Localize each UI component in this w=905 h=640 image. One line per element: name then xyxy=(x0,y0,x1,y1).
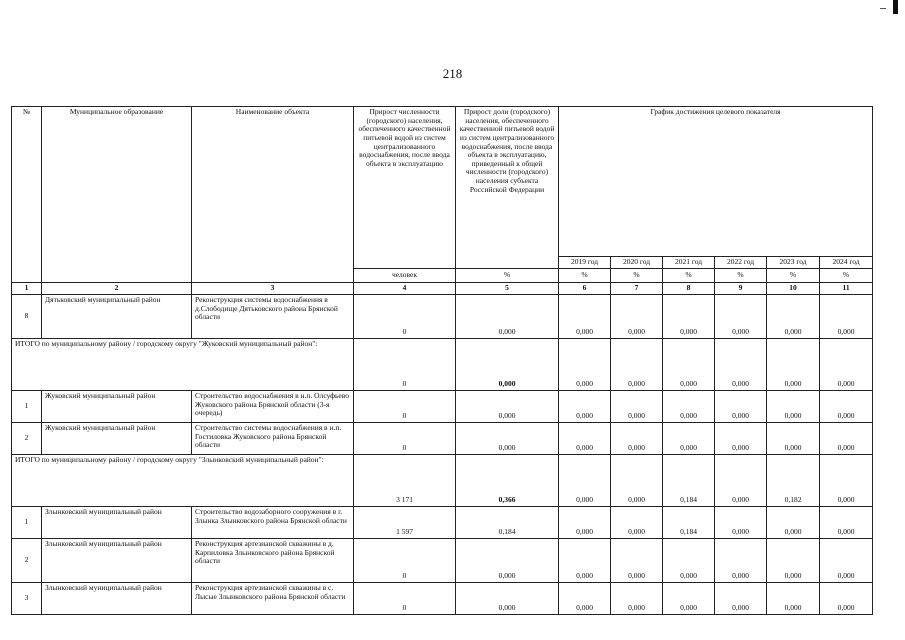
year-value-cell: 0,000 xyxy=(559,507,611,539)
scan-dot xyxy=(880,8,886,9)
object-name-cell: Реконструкция системы водоснабжения в д.Слободище Дятьковского района Брянской области xyxy=(192,295,354,339)
unit-people: человек xyxy=(354,269,456,283)
year-value-cell: 0,000 xyxy=(559,539,611,583)
share-cell: 0,000 xyxy=(456,423,559,455)
page-number: 218 xyxy=(442,66,463,81)
year-value-cell: 0,000 xyxy=(559,423,611,455)
column-number: 10 xyxy=(767,283,820,295)
people-count-cell: 0 xyxy=(354,391,456,423)
year-value-cell: 0,000 xyxy=(767,423,820,455)
share-cell: 0,000 xyxy=(456,295,559,339)
header-year: 2022 год xyxy=(715,257,767,269)
year-value-cell: 0,000 xyxy=(559,339,611,391)
year-value-cell: 0,000 xyxy=(767,539,820,583)
year-value-cell: 0,000 xyxy=(559,583,611,615)
column-number: 11 xyxy=(820,283,873,295)
year-value-cell: 0,000 xyxy=(767,583,820,615)
column-number: 2 xyxy=(42,283,192,295)
year-value-cell: 0,000 xyxy=(715,423,767,455)
municipality-cell: Злынковский муниципальный район xyxy=(42,583,192,615)
people-count-cell: 3 171 xyxy=(354,455,456,507)
people-count-cell: 0 xyxy=(354,423,456,455)
share-cell: 0,000 xyxy=(456,583,559,615)
object-name-cell: Строительство водозаборного сооружения в г. Злынка Злынковского района Брянской области xyxy=(192,507,354,539)
year-value-cell: 0,182 xyxy=(767,455,820,507)
municipality-cell: Жуковский муниципальный район xyxy=(42,391,192,423)
year-value-cell: 0,184 xyxy=(663,455,715,507)
header-schedule: График достижения целевого показателя xyxy=(559,107,873,257)
year-value-cell: 0,000 xyxy=(715,539,767,583)
unit-percent: % xyxy=(715,269,767,283)
column-number: 4 xyxy=(354,283,456,295)
year-value-cell: 0,000 xyxy=(715,391,767,423)
year-value-cell: 0,000 xyxy=(611,339,663,391)
header-year: 2019 год xyxy=(559,257,611,269)
header-year: 2024 год xyxy=(820,257,873,269)
object-name-cell: Реконструкция артезианской скважины в д. Карпиловка Злынковского района Брянской области xyxy=(192,539,354,583)
row-number: 1 xyxy=(12,391,42,423)
year-value-cell: 0,000 xyxy=(767,507,820,539)
year-value-cell: 0,000 xyxy=(663,423,715,455)
target-indicator-table xyxy=(11,106,873,615)
unit-percent: % xyxy=(456,269,559,283)
people-count-cell: 1 597 xyxy=(354,507,456,539)
row-number: 2 xyxy=(12,539,42,583)
header-no: № xyxy=(12,107,42,283)
table-row xyxy=(12,423,873,455)
year-value-cell: 0,000 xyxy=(820,539,873,583)
column-number: 7 xyxy=(611,283,663,295)
header-row xyxy=(12,107,873,257)
year-value-cell: 0,000 xyxy=(820,507,873,539)
row-number: 8 xyxy=(12,295,42,339)
column-number: 8 xyxy=(663,283,715,295)
people-count-cell: 0 xyxy=(354,539,456,583)
year-value-cell: 0,000 xyxy=(820,583,873,615)
unit-percent: % xyxy=(820,269,873,283)
people-count-cell: 0 xyxy=(354,339,456,391)
year-value-cell: 0,184 xyxy=(663,507,715,539)
total-label: ИТОГО по муниципальному району / городскому округу "Злынковский муниципальный район": xyxy=(12,455,354,507)
year-value-cell: 0,000 xyxy=(559,455,611,507)
row-number: 2 xyxy=(12,423,42,455)
year-value-cell: 0,000 xyxy=(559,295,611,339)
object-name-cell: Строительство системы водоснабжения в н.п. Гостиловка Жуковского района Брянской области xyxy=(192,423,354,455)
year-value-cell: 0,000 xyxy=(611,539,663,583)
column-number: 6 xyxy=(559,283,611,295)
header-share-growth: Прирост доли (городского) населения, обеспеченного качественной питьевой водой из систем централизованного водоснабжения, после ввода объекта в эксплуатацию, приведенный к общей численности (городского) населения субъекта Российской Федерации xyxy=(456,107,559,269)
year-value-cell: 0,000 xyxy=(663,391,715,423)
column-number-row xyxy=(12,283,873,295)
object-name-cell: Строительство водоснабжения в н.п. Олсуфьево Жуковского района Брянской области (3-я очередь) xyxy=(192,391,354,423)
unit-percent: % xyxy=(559,269,611,283)
table-row xyxy=(12,391,873,423)
share-cell: 0,184 xyxy=(456,507,559,539)
column-number: 5 xyxy=(456,283,559,295)
header-pop-growth: Прирост численности (городского) населения, обеспеченного качественной питьевой водой из систем централизованного водоснабжения, после ввода объекта в эксплуатацию xyxy=(354,107,456,269)
year-value-cell: 0,000 xyxy=(559,391,611,423)
year-value-cell: 0,000 xyxy=(663,583,715,615)
year-value-cell: 0,000 xyxy=(820,391,873,423)
year-value-cell: 0,000 xyxy=(611,295,663,339)
year-value-cell: 0,000 xyxy=(715,339,767,391)
object-name-cell: Реконструкция артезианской скважины в с. Лысые Злынковского района Брянской области xyxy=(192,583,354,615)
municipality-cell: Дятьковский муниципальный район xyxy=(42,295,192,339)
column-number: 3 xyxy=(192,283,354,295)
year-value-cell: 0,000 xyxy=(820,423,873,455)
column-number: 9 xyxy=(715,283,767,295)
municipality-cell: Злынковский муниципальный район xyxy=(42,507,192,539)
year-value-cell: 0,000 xyxy=(820,295,873,339)
people-count-cell: 0 xyxy=(354,295,456,339)
row-number: 1 xyxy=(12,507,42,539)
year-value-cell: 0,000 xyxy=(663,539,715,583)
year-value-cell: 0,000 xyxy=(663,339,715,391)
total-row xyxy=(12,455,873,507)
column-number: 1 xyxy=(12,283,42,295)
header-object: Наименование объекта xyxy=(192,107,354,283)
header-municipality: Муниципальное образование xyxy=(42,107,192,283)
year-value-cell: 0,000 xyxy=(715,507,767,539)
unit-percent: % xyxy=(663,269,715,283)
row-number: 3 xyxy=(12,583,42,615)
year-value-cell: 0,000 xyxy=(820,339,873,391)
year-value-cell: 0,000 xyxy=(715,583,767,615)
total-row xyxy=(12,339,873,391)
people-count-cell: 0 xyxy=(354,583,456,615)
table-row xyxy=(12,539,873,583)
header-year: 2020 год xyxy=(611,257,663,269)
year-value-cell: 0,000 xyxy=(767,391,820,423)
year-value-cell: 0,000 xyxy=(767,295,820,339)
share-cell: 0,366 xyxy=(456,455,559,507)
year-value-cell: 0,000 xyxy=(611,583,663,615)
share-cell: 0,000 xyxy=(456,539,559,583)
unit-percent: % xyxy=(611,269,663,283)
share-cell: 0,000 xyxy=(456,339,559,391)
year-value-cell: 0,000 xyxy=(611,507,663,539)
municipality-cell: Злынковский муниципальный район xyxy=(42,539,192,583)
total-label: ИТОГО по муниципальному району / городскому округу "Жуковский муниципальный район": xyxy=(12,339,354,391)
year-value-cell: 0,000 xyxy=(820,455,873,507)
header-year: 2023 год xyxy=(767,257,820,269)
year-value-cell: 0,000 xyxy=(767,339,820,391)
scan-edge-mark xyxy=(893,0,898,14)
header-year: 2021 год xyxy=(663,257,715,269)
year-value-cell: 0,000 xyxy=(611,423,663,455)
table-row xyxy=(12,583,873,615)
share-cell: 0,000 xyxy=(456,391,559,423)
table-row xyxy=(12,295,873,339)
table-row xyxy=(12,507,873,539)
year-value-cell: 0,000 xyxy=(611,391,663,423)
year-value-cell: 0,000 xyxy=(663,295,715,339)
year-value-cell: 0,000 xyxy=(611,455,663,507)
unit-percent: % xyxy=(767,269,820,283)
year-value-cell: 0,000 xyxy=(715,455,767,507)
municipality-cell: Жуковский муниципальный район xyxy=(42,423,192,455)
year-value-cell: 0,000 xyxy=(715,295,767,339)
